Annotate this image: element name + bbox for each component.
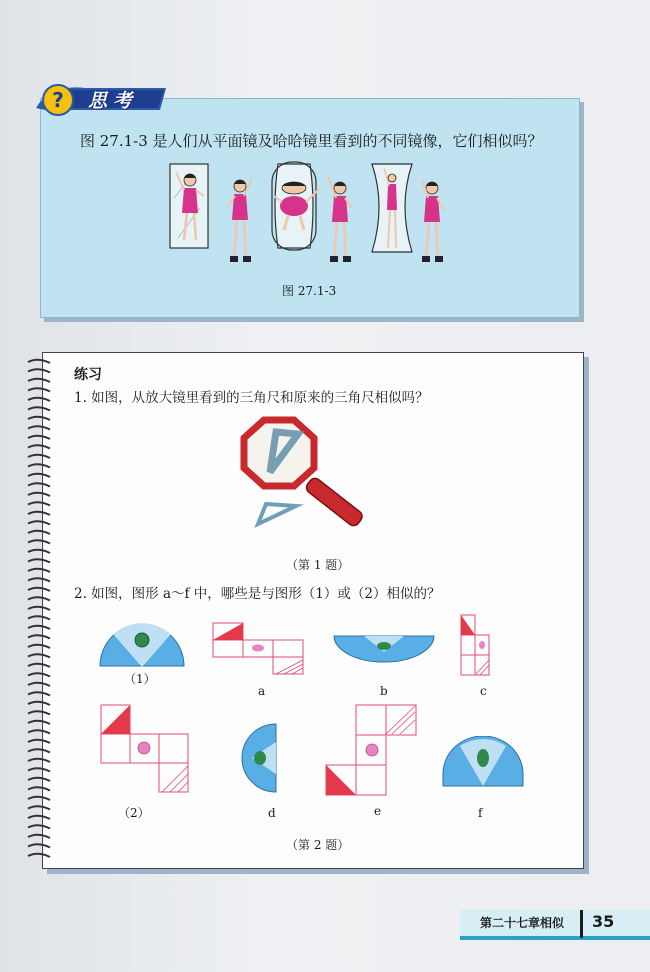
spiral-ring	[28, 407, 50, 410]
spiral-ring	[28, 559, 50, 562]
spiral-ring	[28, 778, 50, 781]
spiral-ring	[28, 673, 50, 676]
shape-1	[98, 620, 186, 668]
spiral-ring	[28, 474, 50, 477]
spiral-ring	[28, 721, 50, 724]
spiral-ring	[28, 787, 50, 790]
shape-2	[100, 704, 192, 796]
spiral-ring	[28, 379, 50, 382]
spiral-ring	[28, 635, 50, 638]
spiral-ring	[28, 702, 50, 705]
spiral-ring	[28, 388, 50, 391]
spiral-ring	[28, 398, 50, 401]
think-question: 图 27.1-3 是人们从平面镜及哈哈镜里看到的不同镜像，它们相似吗？	[80, 132, 543, 150]
dancer-2	[328, 176, 352, 262]
spiral-ring	[28, 854, 50, 857]
shape-b	[332, 634, 436, 664]
page-number: 35	[592, 912, 615, 931]
spiral-ring	[28, 445, 50, 448]
spiral-ring	[28, 483, 50, 486]
spiral-ring	[28, 806, 50, 809]
think-label: 思考	[88, 90, 139, 112]
spiral-ring	[28, 664, 50, 667]
spiral-ring	[28, 616, 50, 619]
spiral-ring	[28, 816, 50, 819]
footer-topic: 相似	[540, 916, 565, 930]
spiral-ring	[28, 835, 50, 838]
spiral-ring	[28, 417, 50, 420]
spiral-ring	[28, 730, 50, 733]
spiral-ring	[28, 464, 50, 467]
shape-1-label: （1）	[124, 672, 156, 686]
spiral-binding	[24, 356, 54, 866]
spiral-ring	[28, 550, 50, 553]
shape-e	[324, 704, 418, 798]
spiral-ring	[28, 692, 50, 695]
shape-e-label: e	[374, 804, 382, 818]
footer-divider	[580, 910, 583, 938]
spiral-ring	[28, 436, 50, 439]
spiral-ring	[28, 512, 50, 515]
spiral-ring	[28, 683, 50, 686]
svg-text:?: ?	[52, 88, 64, 112]
question-2: 2. 如图，图形 a～f 中，哪些是与图形（1）或（2）相似的？	[74, 586, 441, 602]
spiral-ring	[28, 711, 50, 714]
mirror-figure	[160, 158, 460, 270]
spiral-ring	[28, 597, 50, 600]
question-1-caption: （第 1 题）	[286, 558, 350, 572]
shape-d-label: d	[268, 806, 276, 820]
spiral-ring	[28, 626, 50, 629]
spiral-ring	[28, 455, 50, 458]
set-square	[258, 504, 296, 524]
spiral-ring	[28, 540, 50, 543]
shape-c	[460, 614, 506, 680]
spiral-ring	[28, 521, 50, 524]
magnifier-handle	[304, 476, 364, 528]
spiral-ring	[28, 360, 50, 363]
footer-chapter: 第二十七章	[480, 916, 541, 930]
spiral-ring	[28, 797, 50, 800]
spiral-ring	[28, 569, 50, 572]
spiral-ring	[28, 825, 50, 828]
shape-d	[240, 722, 280, 794]
spiral-ring	[28, 531, 50, 534]
shape-a-label: a	[258, 684, 266, 698]
spiral-ring	[28, 607, 50, 610]
shape-f	[442, 736, 524, 788]
dancer-3	[422, 180, 444, 262]
shape-b-label: b	[380, 684, 388, 698]
magnifier-figure	[236, 414, 376, 534]
footer-accent-strip	[460, 936, 650, 940]
shape-f-label: f	[478, 806, 483, 820]
spiral-ring	[28, 645, 50, 648]
spiral-ring	[28, 749, 50, 752]
spiral-ring	[28, 768, 50, 771]
spiral-ring	[28, 493, 50, 496]
shape-c-label: c	[480, 684, 487, 698]
spiral-ring	[28, 426, 50, 429]
shape-a	[212, 622, 308, 676]
spiral-ring	[28, 502, 50, 505]
question-1: 1. 如图，从放大镜里看到的三角尺和原来的三角尺相似吗？	[74, 390, 429, 406]
question-2-caption: （第 2 题）	[286, 838, 350, 852]
spiral-ring	[28, 759, 50, 762]
spiral-ring	[28, 740, 50, 743]
dancer-1	[228, 178, 252, 262]
spiral-ring	[28, 844, 50, 847]
shape-2-label: （2）	[118, 806, 150, 820]
practice-title: 练习	[74, 367, 102, 383]
spiral-ring	[28, 588, 50, 591]
spiral-ring	[28, 654, 50, 657]
spiral-ring	[28, 369, 50, 372]
spiral-ring	[28, 578, 50, 581]
figure-caption: 图 27.1-3	[282, 284, 337, 298]
